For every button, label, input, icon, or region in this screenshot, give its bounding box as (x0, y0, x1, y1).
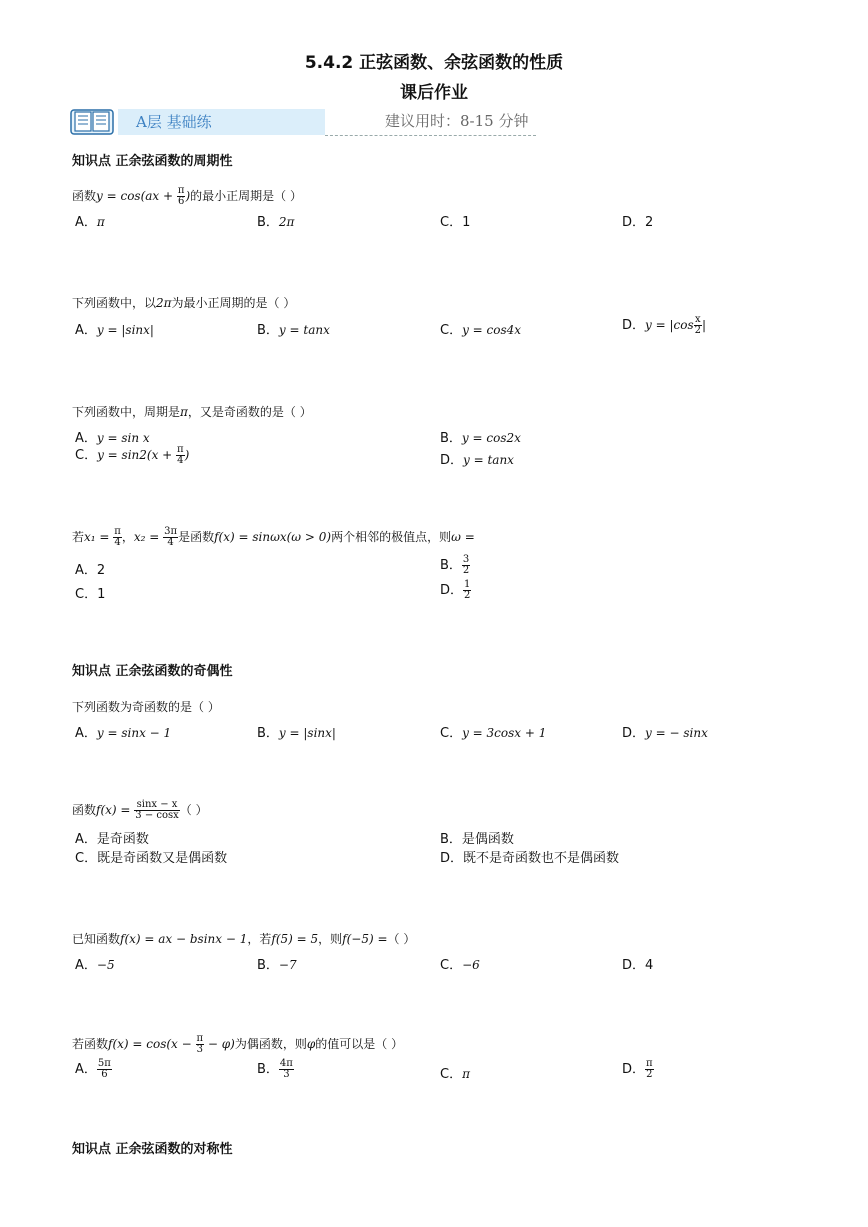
fraction-denominator: 3 − cosx (135, 810, 179, 821)
math-text: y = |sinx| (278, 726, 336, 740)
q1-option-c[interactable] (440, 211, 470, 230)
q5-option-a[interactable] (75, 722, 171, 741)
q7-option-c[interactable] (440, 954, 480, 973)
math-text: π (96, 215, 105, 229)
q3-option-c[interactable] (75, 444, 189, 466)
math-text: φ (306, 1037, 316, 1051)
q1-option-d[interactable] (622, 211, 653, 230)
text: 函数 (72, 803, 97, 817)
q7-option-a[interactable] (75, 954, 115, 973)
section-heading: 知识点 正余弦函数的奇偶性 (72, 664, 233, 679)
text: 若函数 (72, 1037, 109, 1051)
q7-option-b[interactable] (257, 954, 297, 973)
fraction-denominator: 3 (283, 1069, 290, 1080)
math-text: f(x) = sinωx(ω > 0) (214, 530, 332, 544)
text: 2π (156, 296, 172, 310)
fraction-denominator: 2 (646, 1069, 653, 1080)
fraction (279, 1059, 294, 1080)
text: ，又是奇函数的是（ ） (187, 405, 312, 419)
text: π (180, 405, 188, 419)
text: 既是奇函数又是偶函数 (97, 851, 228, 866)
fraction-numerator: 3 (462, 554, 470, 565)
fraction-denominator: 6 (177, 196, 185, 207)
math-text: 2 (96, 563, 106, 578)
math-text: x₁ = (84, 530, 114, 544)
math-text: −5 (96, 958, 115, 972)
option-label: C． (440, 323, 463, 338)
question-8-stem (72, 1034, 403, 1055)
math-text: | (702, 318, 707, 332)
fraction (134, 800, 180, 821)
fraction-denominator: 2 (694, 325, 701, 336)
fraction-numerator: π (646, 1058, 653, 1069)
q2-option-c[interactable] (440, 319, 521, 338)
math-text: x₂ = (133, 530, 164, 544)
question-5-stem: 下列函数为奇函数的是（ ） (72, 700, 220, 714)
fraction-numerator: 5π (97, 1058, 111, 1069)
option-label: A． (75, 563, 97, 578)
q4-option-a[interactable] (75, 559, 105, 578)
math-text: ，若 (247, 932, 272, 946)
q3-option-b[interactable] (440, 427, 521, 446)
option-label: D． (440, 851, 464, 866)
section-heading: 知识点 正余弦函数的对称性 (72, 1142, 233, 1157)
fraction-denominator: 4 (167, 537, 174, 548)
math-text: f(x) = ax − bsinx − 1 (120, 932, 248, 946)
text: 若 (72, 530, 85, 544)
fraction (97, 1059, 112, 1080)
fraction (463, 580, 471, 601)
fraction-numerator: 3π (164, 526, 178, 537)
fraction-denominator: 3 (196, 1044, 203, 1055)
math-text: y = cos2x (461, 431, 521, 445)
stem-text: 函数 (72, 189, 97, 203)
math-text: y = 3cosx + 1 (462, 726, 547, 740)
book-icon (70, 108, 114, 136)
option-label: A． (75, 431, 97, 446)
option-label: A． (75, 323, 97, 338)
math-text: ω = (451, 530, 475, 544)
text: 为偶函数，则 (234, 1037, 307, 1051)
option-label: D． (622, 1062, 646, 1077)
option-label: B． (440, 431, 462, 446)
option-label: B． (257, 323, 279, 338)
math-text: f(−5) = (342, 932, 388, 946)
q8-option-a[interactable] (75, 1058, 112, 1080)
fraction (694, 315, 702, 336)
math-text: y = − sinx (645, 726, 708, 740)
q6-option-c[interactable] (75, 847, 227, 866)
text: 既不是奇函数也不是偶函数 (463, 851, 620, 866)
q6-option-b[interactable] (440, 828, 514, 847)
fraction (196, 1034, 205, 1055)
q1-option-b[interactable] (257, 211, 294, 230)
section-heading: 知识点 正余弦函数的周期性 (72, 154, 233, 169)
q2-option-a[interactable] (75, 319, 154, 338)
math-text: −7 (278, 958, 297, 972)
option-label: C． (440, 958, 463, 973)
question-1-stem (72, 186, 302, 207)
math-text: −6 (462, 958, 480, 972)
text: （ ） (387, 932, 416, 946)
text: 下列函数中，周期是 (72, 405, 181, 419)
text: 是奇函数 (96, 832, 149, 847)
stem-math: ) (185, 189, 191, 203)
math-text: 2 (645, 215, 654, 230)
q3-option-d[interactable] (440, 449, 514, 468)
option-label: B． (257, 215, 279, 230)
math-text: − φ) (204, 1037, 235, 1051)
q4-option-d[interactable] (440, 579, 471, 601)
stem-text: 的最小正周期是（ ） (190, 189, 302, 203)
math-text: 4 (645, 958, 654, 973)
text: 下列函数中，以 (72, 296, 157, 310)
option-label: D． (622, 726, 646, 741)
option-label: A． (75, 958, 97, 973)
q6-option-a[interactable] (75, 828, 149, 847)
q5-option-b[interactable] (257, 722, 336, 741)
option-label: A． (75, 726, 97, 741)
option-label: C． (440, 215, 463, 230)
text: 两个相邻的极值点，则 (331, 530, 452, 544)
math-text: ) (184, 448, 190, 462)
option-label: B． (257, 726, 279, 741)
math-text: 2π (278, 215, 295, 229)
q8-option-b[interactable] (257, 1058, 294, 1080)
math-text: 是函数 (178, 530, 215, 544)
fraction-numerator: sinx − x (134, 800, 180, 811)
option-label: A． (75, 832, 97, 847)
fraction (176, 445, 185, 466)
fraction (113, 527, 122, 548)
level-label: A层 基础练 (118, 109, 325, 135)
question-4-stem (72, 527, 475, 548)
fraction (645, 1059, 654, 1080)
option-label: B． (440, 832, 462, 847)
option-label: D． (622, 318, 646, 333)
fraction-denominator: 6 (101, 1069, 108, 1080)
fraction-numerator: π (196, 1033, 204, 1044)
option-label: A． (75, 1062, 97, 1077)
option-label: A． (75, 215, 97, 230)
dashed-divider (325, 135, 536, 136)
math-text: 1 (462, 215, 471, 230)
math-text: y = sinx − 1 (96, 726, 172, 740)
option-label: C． (75, 851, 98, 866)
math-text: π (462, 1067, 470, 1081)
math-text: f(5) = 5 (271, 932, 319, 946)
question-3-stem (72, 403, 312, 420)
fraction-denominator: 2 (462, 565, 470, 576)
page-title: 5.4.2 正弦函数、余弦函数的性质 (304, 53, 564, 73)
q2-option-b[interactable] (257, 319, 330, 338)
option-label: D． (440, 453, 464, 468)
math-text: ， (121, 530, 134, 544)
math-text: y = sin2(x + (97, 448, 177, 462)
text: 的值可以是（ ） (315, 1037, 404, 1051)
fraction-denominator: 2 (464, 590, 471, 601)
fraction-numerator: 4π (279, 1058, 293, 1069)
math-text: y = |sinx| (96, 323, 154, 337)
option-label: C． (75, 448, 98, 463)
math-text: ，则 (318, 932, 343, 946)
math-text: f(x) = (96, 803, 135, 817)
fraction-numerator: π (177, 444, 184, 455)
math-text: 1 (97, 587, 106, 602)
option-label: C． (440, 726, 463, 741)
stem-math: y = cos(ax + (96, 189, 177, 203)
math-text: y = sin x (96, 431, 150, 445)
fraction-denominator: 4 (177, 455, 184, 466)
q1-option-a[interactable] (75, 211, 105, 230)
text: 是偶函数 (461, 832, 514, 847)
q4-option-c[interactable] (75, 583, 105, 602)
option-label: B． (257, 958, 279, 973)
text: 已知函数 (72, 932, 121, 946)
q7-option-d[interactable] (622, 954, 653, 973)
time-label: 建议用时：8-15 分钟 (385, 112, 529, 130)
q4-option-b[interactable] (440, 554, 470, 576)
option-label: C． (75, 587, 98, 602)
fraction (163, 527, 178, 548)
option-label: B． (257, 1062, 279, 1077)
q5-option-c[interactable] (440, 722, 546, 741)
fraction-numerator: x (694, 314, 701, 325)
q8-option-d[interactable] (622, 1058, 654, 1080)
option-label: D． (440, 583, 464, 598)
fraction-numerator: π (114, 526, 121, 537)
level-bar (70, 108, 536, 136)
q6-option-d[interactable] (440, 847, 619, 866)
option-label: C． (440, 1067, 463, 1082)
option-label: D． (622, 958, 646, 973)
q2-option-d[interactable] (622, 314, 706, 336)
text: （ ） (179, 803, 208, 817)
math-text: y = |cos (645, 318, 694, 332)
q5-option-d[interactable] (622, 722, 708, 741)
question-2-stem (72, 294, 295, 311)
math-text: y = cos4x (462, 323, 522, 337)
option-label: B． (440, 558, 462, 573)
question-7-stem (72, 930, 415, 947)
fraction (462, 555, 470, 576)
fraction-numerator: π (177, 185, 185, 196)
text: 为最小正周期的是（ ） (171, 296, 296, 310)
question-6-stem (72, 800, 208, 821)
q8-option-c[interactable] (440, 1063, 470, 1082)
page-subtitle: 课后作业 (400, 83, 468, 103)
math-text: f(x) = cos(x − (108, 1037, 196, 1051)
option-label: D． (622, 215, 646, 230)
fraction-numerator: 1 (464, 579, 471, 590)
math-text: y = tanx (278, 323, 330, 337)
fraction-denominator: 4 (114, 537, 121, 548)
math-text: y = tanx (463, 453, 514, 467)
